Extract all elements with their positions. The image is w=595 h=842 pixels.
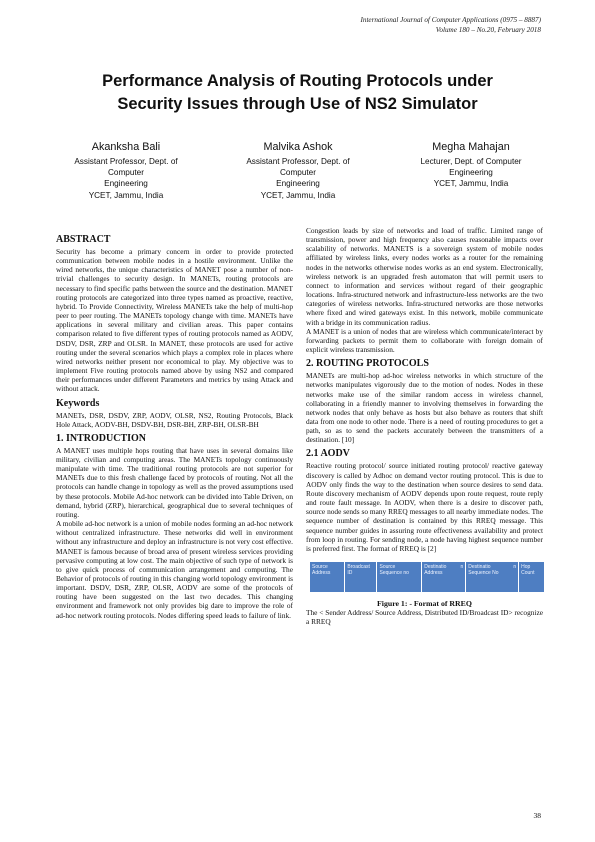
paper-title <box>40 70 555 116</box>
keywords-heading: Keywords <box>56 397 100 409</box>
author-affil-line: Engineering <box>449 168 493 178</box>
author-affil-line: Engineering <box>104 179 148 189</box>
author-affil-line: Assistant Professor, Dept. of <box>246 157 350 166</box>
table-cell: Hop Count <box>519 562 545 593</box>
right-column <box>306 226 543 626</box>
aodv-heading: 2.1 AODV <box>306 448 350 460</box>
author-affil-line: Assistant Professor, Dept. of <box>74 157 178 166</box>
table-cell: Destinatio n Address <box>422 562 466 593</box>
author-affil-line: Engineering <box>276 179 320 189</box>
page-number: 38 <box>533 811 541 820</box>
routing-protocols-text: MANETs are multi-hop ad-hoc wireless networks in which structure of the networks manipulates vigorously due to the motion of nodes. Nodes in these networks make use of the similar random access in wireless channel, collaborating in a friendly manner to involving themselves in forwarding the network nodes that only behave as hosts but also behave as routers that shift data from one node to other node. There is a need of routing procedures to get a path, so as to send the packets accurately between the transmitters of a destination. [10] <box>306 371 543 445</box>
author-affil-line: YCET, Jammu, India <box>433 179 509 189</box>
journal-header <box>360 15 541 35</box>
figure-caption: Figure 1: - Format of RREQ <box>377 599 472 608</box>
journal-name: International Journal of Computer Applications (0975 – 8887) <box>360 16 541 24</box>
author-block-2 <box>208 140 388 201</box>
author-name: Malvika Ashok <box>263 141 333 153</box>
table-row <box>310 562 545 593</box>
right-paragraph-1: Congestion leads by size of networks and load of traffic. Limited range of transmission, power and high frequency also causes reasonable impacts over scalability of networks. MANETS is a sovereign system of mobile nodes affiliated by wireless links, every nodes works as a router for the remaining nodes in the networks otherwise nodes works as an end system. Electronically, wireless network is an upgraded fresh automaton that will permit users to connect to information and services without regard of their geographic locations. Infra-structured network and infrastructure-less networks are the two categories of wireless networks. Infra-structured networks are those networks where fixed and wired gateways exist. In this network, mobile communicate with a bridge in its communication radius. <box>306 226 543 327</box>
title-line-2: Security Issues through Use of NS2 Simulator <box>117 95 478 113</box>
journal-volume: Volume 180 – No.20, February 2018 <box>435 26 541 34</box>
table-cell: Destinatio n Sequence No <box>466 562 519 593</box>
title-line-1: Performance Analysis of Routing Protocols under <box>102 72 493 90</box>
aodv-text: Reactive routing protocol/ source initiated routing protocol/ reactive gateway discovery is called by Adhoc on demand vector routing protocol. This is due to AODV only finds the way to the destination when source desires to send data. Route discovery mechanism of AODV depends upon route request, route reply and route fault message. In AODV, when there is a desire to discover path, source node sends so many RREQ messages to all nearby immediate nodes. The sequence number of destination is contained by this RREQ message. This sequence number guides in assuring route effectiveness availability and protect from loop in routing. For sending node, a node having highest sequence number is preferred first. The format of RREQ is [2] <box>306 461 543 553</box>
right-paragraph-2: A MANET is a union of nodes that are wireless which communicate/interact by forwarding packets to permit them to collaborate with foreign domain of explicit wireless transmission. <box>306 326 543 355</box>
author-name: Megha Mahajan <box>432 141 510 153</box>
abstract-heading: ABSTRACT <box>56 234 111 245</box>
author-block-1 <box>36 140 216 201</box>
table-cell: Broadcast ID <box>345 562 377 593</box>
author-affil-line: Computer <box>280 168 316 178</box>
author-affil-line: YCET, Jammu, India <box>88 190 164 200</box>
intro-paragraph-2: A mobile ad-hoc network is a union of mobile nodes forming an ad-hoc network without centralized infrastructure. These networks did well in environment without any infrastructure and deploy an infrastructure is not very cost effective. MANET is famous because of broad area of present wireless services providing pervasive computing at low cost. The main objective of such type of network is to give quick process of communication arrangement and computing. The Behavior of protocols of routing in this changing world topology environment is important. DSDV, DSR, ZRP, OLSR, AODV are some of the protocols of routing have been suggested on the last two decades. This changing environment and framework not only provides big dare to improve the role of ad-hoc network routing protocols. Nodes differing speed leads to failure of link. <box>56 519 293 620</box>
left-column <box>56 234 293 620</box>
intro-paragraph-1: A MANET uses multiple hops routing that have uses in several domains like military, civilian and computing areas. The MANETs topology continuously manipulate with time. The traditional routing protocols are not superior for MANETs due to this fresh challenge faced by protocols of routing. Not all the protocols can handle change in topology as well as the proved assumptions used by these protocols. Mobile Ad-hoc network can be divided into Table Driven, on demand, hybrid (ZRP), hierarchical, geographical due to several techniques of routing. <box>56 445 293 519</box>
after-figure-text: The < Sender Address/ Source Address, Distributed ID/Broadcast ID> recognize a RREQ <box>306 608 543 627</box>
author-block-3 <box>381 140 561 190</box>
table-cell: Source Address <box>310 562 345 593</box>
author-affil-line: Lecturer, Dept. of Computer <box>420 157 522 166</box>
table-cell: Source Sequence no <box>377 562 422 593</box>
introduction-heading: 1. INTRODUCTION <box>56 432 147 444</box>
abstract-text: Security has become a primary concern in order to provide protected communication between mobile nodes in a hostile environment. Unlike the wired networks, the unique characteristics of MANET pose a number of non-trivial challenges to security design. In MANETs, routing protocols are necessary to find specific paths between the source and the destination. MANET routing protocols are categorized into three types named as proactive, reactive, hybrid. To Provide Connectivity, Wireless MANETs take the help of multi-hop peer to peer routing. The MANETs topology change with time. MANETs have applications in several military and civilian areas. This paper contains comparison related to five different types of routing protocols named as AODV, DSDV, DSR, ZRP and OLSR. In MANET, these protocols are used for active routing under the several scenarios which plays a complex role in places where wired networks neither present nor economical to play. My objective was to implement Five routing protocols named above by using NS2 and compared their performances under different Parameters and metrics by using Attack and without attack. <box>56 247 293 394</box>
author-name: Akanksha Bali <box>91 141 161 153</box>
author-affil-line: YCET, Jammu, India <box>260 190 336 200</box>
routing-protocols-heading: 2. ROUTING PROTOCOLS <box>306 358 429 370</box>
rreq-format-table <box>309 561 545 593</box>
keywords-text: MANETs, DSR, DSDV, ZRP, AODV, OLSR, NS2, Routing Protocols, Black Hole Attack, AODV-BH, DSDV-BH, DSR-BH, ZRP-BH, OLSR-BH <box>56 410 293 429</box>
author-affil-line: Computer <box>108 168 144 178</box>
